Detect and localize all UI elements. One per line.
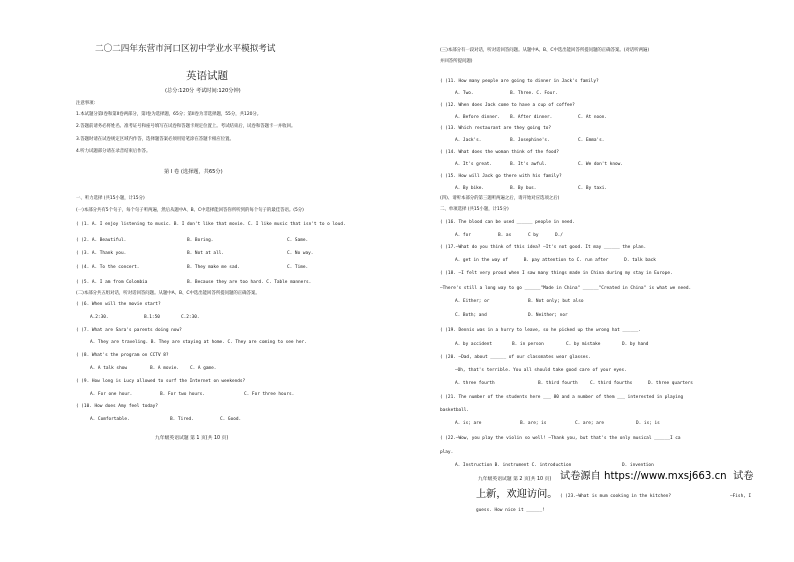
- q20-a: A. three fourth: [455, 381, 495, 386]
- q3-a: ( )3. A. Thank you.: [76, 251, 127, 256]
- q3-b: B. Not at all.: [187, 251, 225, 256]
- question-23-cont: guess. How nice it ______!: [476, 508, 545, 513]
- q16-c: C by: [528, 233, 539, 238]
- section1-note: (四)、请听本部分的第三题听两遍之后，请开始对应选项之后): [440, 196, 560, 201]
- section1b-instruction: (二)本部分共五组对话，听对话回答问题。从题中A、B、C中选出能回答所提问题的正确答案。: [76, 291, 260, 296]
- q10-a: A. Comfortable.: [90, 417, 130, 422]
- q16-d: D./: [555, 233, 563, 238]
- q12-c: C. At noon.: [578, 115, 608, 120]
- q20-c: C. third fourths: [590, 381, 633, 386]
- question-18: ( )18. —I felt very proud when I saw many things made in China during my stay in Europe.: [440, 271, 673, 276]
- q20-d: D. three quarters: [648, 381, 693, 386]
- question-20: ( )20. —Dad, about ______ of our classmates wear glasses.: [440, 355, 591, 360]
- q16-a: A. for: [455, 233, 471, 238]
- question-17: ( )17.—What do you think of this idea? —It's not good. It may ______ the plan.: [440, 245, 647, 250]
- q5-a: ( )5. A. I am from Colombia: [76, 280, 148, 285]
- q14-a: A. It's great.: [455, 162, 493, 167]
- score-time: (总分:120分 考试时间:120分钟): [165, 88, 241, 94]
- q2-a: ( )2. A. Beautiful.: [76, 238, 127, 243]
- q15-a: A. By bike.: [455, 186, 485, 191]
- q19-b: B. in person: [512, 342, 544, 347]
- q21-a: A. is; are: [455, 421, 482, 426]
- q4-a: ( )4. A. To the concert.: [76, 265, 140, 270]
- q16-b: B. as: [498, 233, 512, 238]
- page-footer-right: 九年级英语试题 第 2 页(共 10 页): [478, 477, 552, 482]
- q9-c: C. For three hours.: [244, 392, 295, 397]
- question-9: ( )9. How long is Lucy allowed to surf the Internet on weekends?: [76, 379, 246, 384]
- q11-a: A. Two.: [455, 91, 474, 96]
- q12-a: A. Before dinner.: [455, 115, 500, 120]
- q15-b: B. By bus.: [510, 186, 537, 191]
- question-6: ( )6. When will the movie start?: [76, 302, 161, 307]
- q7-options: A. They are traveling. B. They are staying at home. C. They are coming to see her.: [90, 340, 307, 345]
- q13-b: B. Josephine's.: [510, 138, 550, 143]
- q22-abc: A. Instruction B. instrument C. introduction: [455, 463, 572, 468]
- question-1: ( )1. A. I enjoy listening to music. B. I don't like that movie. C. I like music that isn't to o loud.: [76, 222, 346, 227]
- notice-1: 1.本试题分第I卷和第II卷两部分，第I卷为选择题，65分；第II卷为非选择题，55分，共120分。: [76, 112, 262, 117]
- question-23-end: —Fish, I: [730, 494, 752, 499]
- q8-b: B. A movie.: [150, 366, 180, 371]
- question-21-cont: basketball.: [440, 408, 470, 413]
- section1-heading: 一、听力选择 (共15小题，计15分): [76, 196, 145, 201]
- q10-c: C. Good.: [220, 417, 242, 422]
- question-18-cont: —There's still a long way to go ______"Made in China" ______"Created in China" is what we need.: [440, 286, 692, 291]
- question-10: ( )10. How does Amy feel today?: [76, 404, 158, 409]
- question-23: ( )23.—What is mum cooking in the kitchen?: [560, 494, 672, 499]
- q10-b: B. Tired.: [170, 417, 194, 422]
- q21-d: D. is; is: [636, 421, 660, 426]
- q19-a: A. by accident: [455, 342, 493, 347]
- question-16: ( )16. The blood can be used ______ people in need.: [440, 220, 575, 225]
- question-13: ( )13. Which restaurant are they going to?: [440, 126, 552, 131]
- question-15: ( )15. How will Jack go there with his family?: [440, 174, 562, 179]
- part1-title: 第 I 卷 (选择题，共65分): [164, 169, 223, 175]
- q13-a: A. Jack's.: [455, 138, 482, 143]
- q18-c: C. Both; and: [455, 313, 487, 318]
- q18-d: D. Neither; nor: [528, 313, 568, 318]
- q3-c: C. No way.: [287, 251, 314, 256]
- notice-3: 3.答题时请在试卷规定区域内作答，选择题答案必须用铅笔涂在答题卡相应位置。: [76, 137, 234, 142]
- q4-b: B. They make me sad.: [187, 265, 240, 270]
- q18-a: A. Either; or: [455, 299, 490, 304]
- question-8: ( )8. What's the program on CCTV 8?: [76, 353, 169, 358]
- question-21: ( )21. The number of the students here ___ 80 and a number of them ___ interested in playing: [440, 395, 684, 400]
- q20-b: B. third fourth: [538, 381, 578, 386]
- q22-d: D. invention: [622, 463, 654, 468]
- q6-b: B.1:50: [144, 315, 160, 320]
- question-20-cont: —Oh, that's terrible. You all should take good care of your eyes.: [455, 368, 627, 373]
- q2-b: B. Boring.: [187, 238, 214, 243]
- q19-c: C. by mistake: [566, 342, 601, 347]
- q6-c: C.2:30.: [181, 315, 200, 320]
- section1c-instruction: (三)本部分有一段对话，听对话回答问题。从题中A、B、C中选出能回答所提问题的正确答案。(对话听两遍): [440, 48, 650, 53]
- q12-b: B. After dinner.: [510, 115, 553, 120]
- q21-b: B. are; is: [520, 421, 547, 426]
- section1c-instruction-cont: 并回答所提问题): [440, 59, 473, 64]
- q4-c: C. Time.: [287, 265, 309, 270]
- q18-b: B. Not only; but also: [528, 299, 584, 304]
- q15-c: C. By taxi.: [578, 186, 608, 191]
- section1-instruction: (一)本部分共有5个句子，每个句子听两遍，然后从题中A、B、C中选择能回答你所听到的每个句子的最佳答语。(5分): [76, 208, 304, 213]
- q2-c: C. Same.: [287, 238, 309, 243]
- question-19: ( )19. Dennis was in a hurry to leave, so he picked up the wrong hat ______.: [440, 328, 641, 333]
- question-14: ( )14. What does the woman think of the food?: [440, 150, 559, 155]
- notice-4: 4.听力试题部分请在录音结束后作答。: [76, 149, 151, 154]
- question-7: ( )7. What are Sara's parents doing now?: [76, 328, 182, 333]
- notice-2: 2.答题前请务必将姓名、准考证号和座号填写在试卷和答题卡规定位置上。考试结束后，试卷和答题卡一并收回。: [76, 124, 296, 129]
- q13-c: C. Emma's.: [578, 138, 605, 143]
- q9-a: A. For one hour.: [90, 392, 133, 397]
- q14-c: C. We don't know.: [578, 162, 623, 167]
- notice-heading: 注意事项:: [76, 101, 96, 106]
- q17-options: A. get in the way of B. pay attention to C. run after D. talk back: [455, 258, 656, 263]
- question-12: ( )12. When does Jack come to have a cup of coffee?: [440, 103, 575, 108]
- question-11: ( )11. How many people are going to dinner in Jack's family?: [440, 79, 599, 84]
- q9-b: B. For two hours.: [160, 392, 205, 397]
- question-22: ( )22.—Wow, you play the violin so well! —Thank you, but that's the only musical ______I ca: [440, 436, 681, 441]
- q14-b: B. It's awful.: [510, 162, 548, 167]
- page-footer-left: 九年级英语试题 第 1 页(共 10 页): [155, 436, 229, 441]
- question-22-cont: play.: [440, 450, 454, 455]
- q8-c: C. A game.: [190, 366, 217, 371]
- exam-title: 二〇二四年东营市河口区初中学业水平模拟考试: [95, 44, 276, 54]
- watermark-line-2: 上新，欢迎访问。: [476, 489, 558, 500]
- watermark-line-1: 试卷源自 https://www.mxsj663.cn 试卷: [560, 471, 754, 482]
- q5-b: B. Because they are too hard. C. Table manners.: [187, 280, 312, 285]
- q8-a: A. A talk show: [90, 366, 128, 371]
- section2-heading: 二、单项选择 (共15小题，计15分): [440, 207, 509, 212]
- subject-title: 英语试题: [186, 70, 228, 82]
- q19-d: D. by hand: [622, 342, 649, 347]
- q6-a: A.2:30.: [90, 315, 109, 320]
- q21-c: C. are; are: [575, 421, 605, 426]
- q11-b: B. Three. C. Four.: [510, 91, 558, 96]
